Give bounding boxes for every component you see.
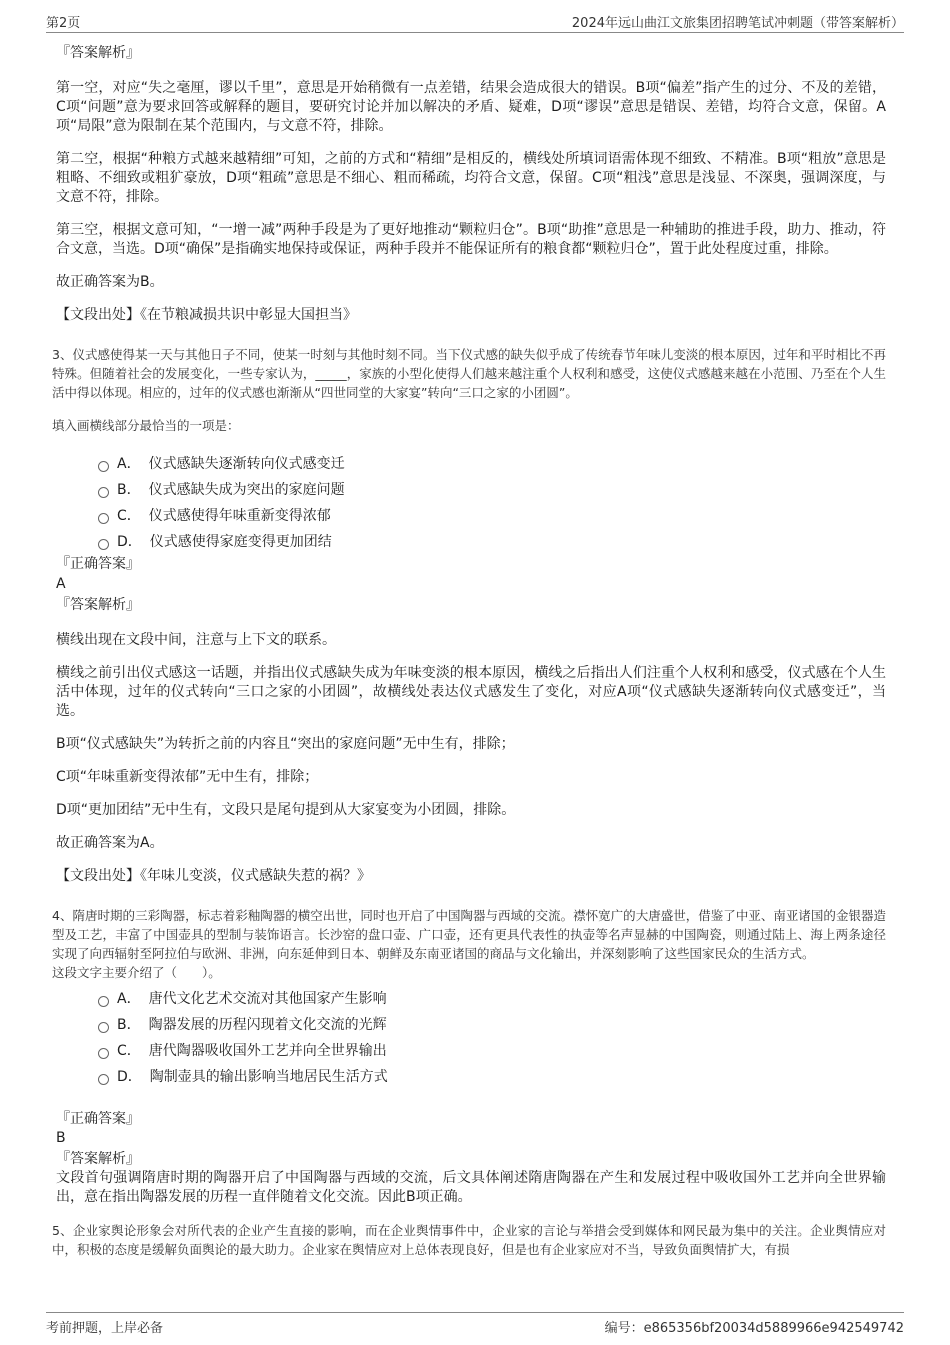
option-c[interactable]: C． 仪式感使得年味重新变得浓郁	[56, 503, 886, 529]
page-header	[46, 10, 904, 33]
option-d[interactable]: D． 陶制壶具的输出影响当地居民生活方式	[56, 1064, 886, 1090]
analysis-paragraph: D项“更加团结”无中生有，文段只是尾句提到从大家宴变为小团圆，排除。	[56, 802, 516, 818]
answer-title: 『正确答案』	[56, 556, 140, 572]
analysis-conclusion: 故正确答案为A。	[56, 835, 164, 851]
analysis-paragraph: C项“年味重新变得浓郁”无中生有，排除；	[56, 769, 319, 785]
analysis-paragraph: 第二空，根据“种粮方式越来越精细”可知，之前的方式和“精细”是相反的，横线处所填词语需体现不细致、不精准。B项“粗放”意思是粗略、不细致或粗犷豪放，D项“粗疏”意思是不细心、粗而稀疏，均符合文意，保留。C项“粗浅”意思是浅显、不深奥，强调深度，与文意不符，排除。	[56, 151, 886, 205]
page-number: 第2页	[46, 16, 81, 31]
source-citation: 【文段出处】《在节粮减损共识中彰显大国担当》	[56, 307, 357, 323]
option-b[interactable]: B． 陶器发展的历程闪现着文化交流的光辉	[56, 1012, 886, 1038]
analysis-paragraph: B项“仪式感缺失”为转折之前的内容且“突出的家庭问题”无中生有，排除；	[56, 736, 515, 752]
page-content	[52, 44, 886, 1259]
option-b[interactable]: B． 仪式感缺失成为突出的家庭问题	[56, 477, 886, 503]
option-a[interactable]: A． 唐代文化艺术交流对其他国家产生影响	[56, 986, 886, 1012]
option-c[interactable]: C． 唐代陶器吸收国外工艺并向全世界输出	[56, 1038, 886, 1064]
radio-icon[interactable]	[98, 1022, 109, 1033]
radio-icon[interactable]	[98, 1074, 109, 1085]
option-list	[56, 986, 886, 1090]
question-stem: 5、企业家舆论形象会对所代表的企业产生直接的影响，而在企业舆情事件中，企业家的言论与举措会受到媒体和网民最为集中的关注。企业舆情应对中，积极的态度是缓解负面舆论的最大助力。企业家在舆情应对上总体表现良好，但是也有企业家应对不当，导致负面舆情扩大，有损	[52, 1223, 886, 1257]
answer-title: 『正确答案』	[56, 1111, 140, 1127]
option-a[interactable]: A． 仪式感缺失逐渐转向仪式感变迁	[56, 451, 886, 477]
document-code: 编号：e865356bf20034d5889966e942549742	[604, 1321, 904, 1336]
option-d[interactable]: D． 仪式感使得家庭变得更加团结	[56, 529, 886, 555]
question-prompt: 这段文字主要介绍了（ ）。	[52, 965, 221, 980]
analysis-title: 『答案解析』	[56, 45, 140, 61]
radio-icon[interactable]	[98, 487, 109, 498]
analysis-title: 『答案解析』	[56, 1151, 140, 1167]
radio-icon[interactable]	[98, 513, 109, 524]
document-title: 2024年远山曲江文旅集团招聘笔试冲刺题（带答案解析）	[571, 16, 904, 31]
analysis-title: 『答案解析』	[56, 597, 140, 613]
analysis-paragraph: 第一空，对应“失之毫厘，谬以千里”，意思是开始稍微有一点差错，结果会造成很大的错误。B项“偏差”指产生的过分、不及的差错，C项“问题”意为要求回答或解释的题目，要研究讨论并加以解决的矛盾、疑难，D项“谬误”意思是错误、差错，均符合文意，保留。A项“局限”意为限制在某个范围内，与文意不符，排除。	[56, 80, 886, 134]
question-stem: 3、仪式感使得某一天与其他日子不同，使某一时刻与其他时刻不同。当下仪式感的缺失似乎成了传统春节年味儿变淡的根本原因，过年和平时相比不再特殊。但随着社会的发展变化，一些专家认为，_____，家族的小型化使得人们越来越注重个人权利和感受，这使仪式感越来越在小范围、乃至在个人生活中得以体现。相应的，过年的仪式感也渐渐从“四世同堂的大家宴”转向“三口之家的小团圆”。	[52, 347, 886, 400]
answer-value: A	[56, 576, 66, 592]
question-prompt: 填入画横线部分最恰当的一项是：	[52, 418, 240, 433]
page-footer	[46, 1312, 904, 1335]
footer-slogan: 考前押题，上岸必备	[46, 1321, 164, 1336]
analysis-paragraph: 第三空，根据文意可知，“一增一减”两种手段是为了更好地推动“颗粒归仓”。B项“助推”意思是一种辅助的推进手段，助力、推动，符合文意，当选。D项“确保”是指确实地保持或保证，两种手段并不能保证所有的粮食都“颗粒归仓”，置于此处程度过重，排除。	[56, 222, 886, 257]
source-citation: 【文段出处】《年味儿变淡，仪式感缺失惹的祸？》	[56, 868, 371, 884]
radio-icon[interactable]	[98, 1048, 109, 1059]
question-stem: 4、隋唐时期的三彩陶器，标志着彩釉陶器的横空出世，同时也开启了中国陶器与西域的交流。襟怀宽广的大唐盛世，借鉴了中亚、南亚诸国的金银器造型及工艺，丰富了中国壶具的型制与装饰语言。长沙窑的盘口壶、广口壶，还有更具代表性的执壶等名声显赫的中国陶瓷，则通过陆上、海上两条途径实现了向西辐射至阿拉伯与欧洲、非洲，向东延伸到日本、朝鲜及东南亚诸国的商品与文化输出，并深刻影响了这些国家民众的生活方式。	[52, 908, 886, 961]
radio-icon[interactable]	[98, 539, 109, 550]
radio-icon[interactable]	[98, 996, 109, 1007]
option-list	[56, 451, 886, 555]
answer-value: B	[56, 1130, 66, 1146]
analysis-paragraph: 横线出现在文段中间，注意与上下文的联系。	[56, 632, 336, 648]
analysis-paragraph: 文段首句强调隋唐时期的陶器开启了中国陶器与西域的交流，后文具体阐述隋唐陶器在产生和发展过程中吸收国外工艺并向全世界输出，意在指出陶器发展的历程一直伴随着文化交流。因此B项正确。	[56, 1170, 886, 1205]
radio-icon[interactable]	[98, 461, 109, 472]
analysis-paragraph: 横线之前引出仪式感这一话题，并指出仪式感缺失成为年味变淡的根本原因，横线之后指出人们注重个人权利和感受，仪式感在个人生活中体现，过年的仪式转向“三口之家的小团圆”，故横线处表达仪式感发生了变化，对应A项“仪式感缺失逐渐转向仪式感变迁”，当选。	[56, 665, 886, 719]
analysis-conclusion: 故正确答案为B。	[56, 274, 164, 290]
